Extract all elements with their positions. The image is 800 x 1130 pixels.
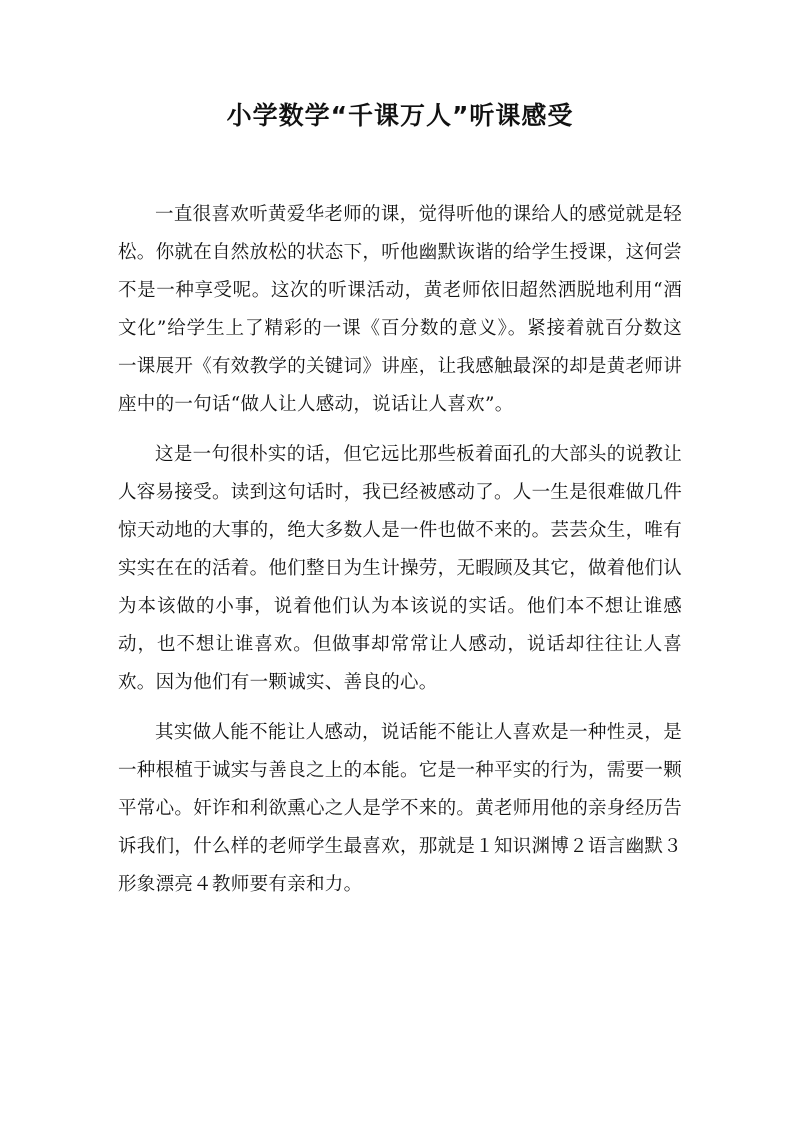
document-body: [118, 196, 682, 908]
paragraph-2: 这是一句很朴实的话，但它远比那些板着面孔的大部头的说教让人容易接受。读到这句话时，我已经被感动了。人一生是很难做几件惊天动地的大事的，绝大多数人是一件也做不来的。芸芸众生，唯有实实在在的活着。他们整日为生计操劳，无暇顾及其它，做着他们认为本该做的小事，说着他们认为本该说的实话。他们本不想让谁感动，也不想让谁喜欢。但做事却常常让人感动，说话却往往让人喜欢。因为他们有一颗诚实、善良的心。: [118, 444, 683, 693]
paragraph-1: 一直很喜欢听黄爱华老师的课，觉得听他的课给人的感觉就是轻松。你就在自然放松的状态下，听他幽默诙谐的给学生授课，这何尝不是一种享受呢。这次的听课活动，黄老师依旧超然洒脱地利用“酒文化”给学生上了精彩的一课《百分数的意义》。紧接着就百分数这一课展开《有效教学的关键词》讲座，让我感触最深的却是黄老师讲座中的一句话“做人让人感动，说话让人喜欢”。: [118, 204, 683, 415]
paragraph-3: 其实做人能不能让人感动，说话能不能让人喜欢是一种性灵，是一种根植于诚实与善良之上的本能。它是一种平实的行为，需要一颗平常心。奸诈和利欲熏心之人是学不来的。黄老师用他的亲身经历告诉我们，什么样的老师学生最喜欢，那就是１知识渊博２语言幽默３形象漂亮４教师要有亲和力。: [118, 722, 683, 895]
document-title: 小学数学“千课万人”听课感受: [226, 101, 574, 130]
